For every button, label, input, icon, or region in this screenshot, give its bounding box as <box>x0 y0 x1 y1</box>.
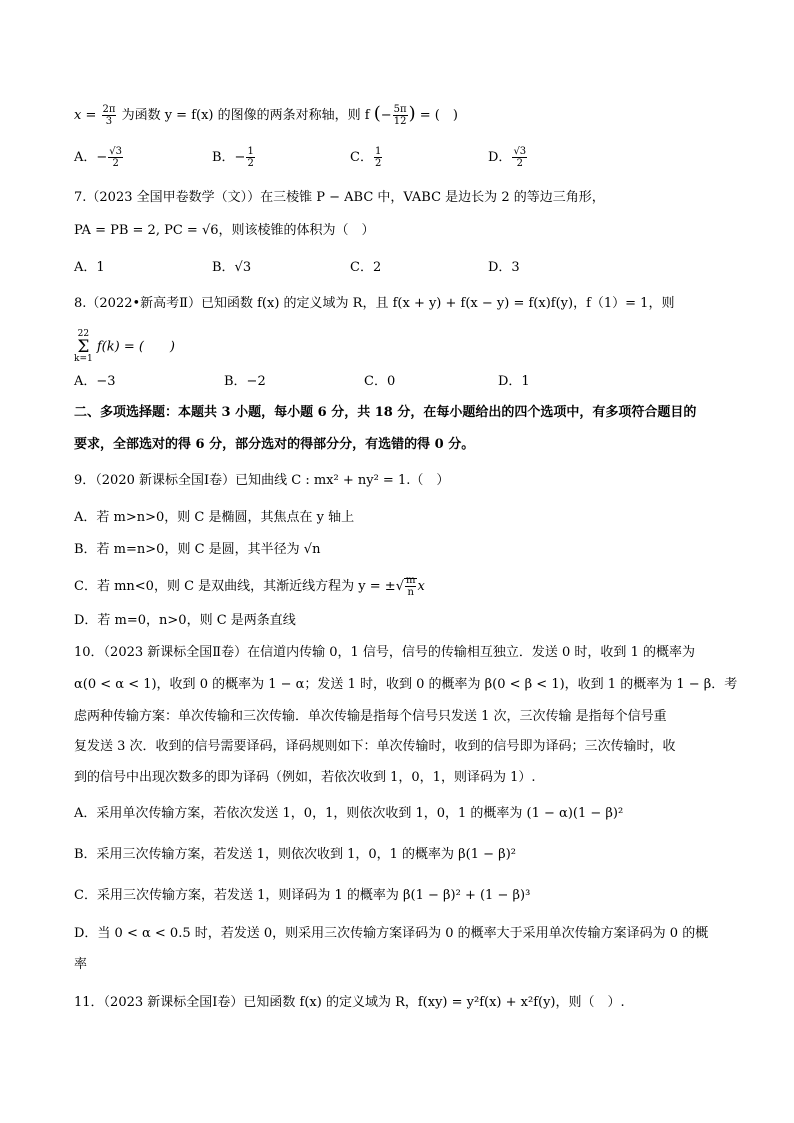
q10-option-d-line2[interactable]: 率 <box>74 957 88 972</box>
q10-stem-line4: 复发送 3 次．收到的信号需要译码，译码规则如下：单次传输时，收到的信号即为译码；三次传输时，收 <box>74 739 676 754</box>
q8-option-b[interactable]: B．−2 <box>224 374 266 389</box>
q7-option-a[interactable]: A．1 <box>74 260 105 275</box>
q6-options <box>74 146 724 169</box>
q7-option-b[interactable]: B．√3 <box>212 260 252 275</box>
q10-stem-line3: 虑两种传输方案：单次传输和三次传输．单次传输是指每个信号只发送 1 次，三次传输 是指每个信号重 <box>74 709 667 724</box>
q6-option-a[interactable]: A．− $\frac{√3}{2}$ <box>74 146 123 169</box>
q8-option-c[interactable]: C．0 <box>364 374 396 389</box>
q6-option-c[interactable]: C． $\frac{1}{2}$ <box>350 146 382 169</box>
q10-option-c[interactable]: C．采用三次传输方案，若发送 1，则译码为 1 的概率为 β(1 − β)² + (1 − β)³ <box>74 888 531 903</box>
q9-option-b[interactable]: B．若 m=n>0，则 C 是圆，其半径为 √n <box>74 542 321 557</box>
q7-stem-line2: PA = PB = 2, PC = √6，则该棱锥的体积为（ ） <box>74 223 375 238</box>
q6-arg-fraction: $\frac{5\pi}{12}$ <box>393 104 407 127</box>
q11-stem: 11．（2023 新课标全国Ⅰ卷）已知函数 f(x) 的定义域为 R，f(xy) = y²f(x) + x²f(y)，则（ ）. <box>74 995 625 1010</box>
q7-option-d[interactable]: D．3 <box>488 260 520 275</box>
q6-fraction: $\frac{2\pi}{3}$ <box>102 104 116 127</box>
q6-option-d[interactable]: D． $\frac{√3}{2}$ <box>488 146 527 169</box>
q9-option-a[interactable]: A．若 m>n>0，则 C 是椭圆，其焦点在 y 轴上 <box>74 510 355 525</box>
q8-sum-expression: f(k) = ( ) <box>96 339 176 355</box>
q6-option-b[interactable]: B．− $\frac{1}{2}$ <box>212 146 254 169</box>
q7-option-c[interactable]: C．2 <box>350 260 382 275</box>
q7-options <box>74 258 724 278</box>
q10-stem-line5: 到的信号中出现次数多的即为译码（例如，若依次收到 1，0，1，则译码为 1）. <box>74 770 536 785</box>
q9-option-d[interactable]: D．若 m=0，n>0，则 C 是两条直线 <box>74 613 296 628</box>
q6-text: 为函数 y = f(x) 的图像的两条对称轴，则 f <box>121 108 370 123</box>
q8-stem-line1: 8.（2022•新高考Ⅱ）已知函数 f(x) 的定义域为 R，且 f(x + y) + f(x − y) = f(x)f(y)，f（1）= 1，则 <box>74 296 675 311</box>
q8-option-a[interactable]: A．−3 <box>74 374 116 389</box>
q6-lead: x = <box>74 108 97 123</box>
q10-option-a[interactable]: A．采用单次传输方案，若依次发送 1，0，1，则依次收到 1，0，1 的概率为 (1 − α)(1 − β)² <box>74 806 624 821</box>
section2-heading-line2: 要求，全部选对的得 6 分，部分选对的得部分分，有选错的得 0 分。 <box>74 437 475 452</box>
q6-tail: = ( ) <box>419 108 458 123</box>
q10-option-b[interactable]: B．采用三次传输方案，若发送 1，则依次收到 1，0，1 的概率为 β(1 − β)² <box>74 847 516 862</box>
q6-continuation: x = $\frac{2\pi}{3}$ 为函数 y = f(x) 的图像的两条对称轴，则 f (− $\frac{5\pi}{12}$ ) = ( ) <box>74 103 458 127</box>
summation-symbol: 22 Σ k=1 <box>74 329 93 364</box>
q8-option-d[interactable]: D．1 <box>498 374 530 389</box>
section2-heading-line1: 二、多项选择题：本题共 3 小题，每小题 6 分，共 18 分，在每小题给出的四个选项中，有多项符合题目的 <box>74 405 697 420</box>
q9-stem: 9．（2020 新课标全国Ⅰ卷）已知曲线 C : mx² + ny² = 1.（ ） <box>74 473 450 488</box>
q8-stem-line2 <box>74 330 722 364</box>
q10-stem-line2: α(0 < α < 1)，收到 0 的概率为 1 − α；发送 1 时，收到 0 的概率为 β(0 < β < 1)，收到 1 的概率为 1 − β．考 <box>74 677 738 692</box>
q9-option-c[interactable]: C．若 mn<0，则 C 是双曲线，其渐近线方程为 y = ±√ $\frac{m}{n}$ x <box>74 575 425 598</box>
q10-stem-line1: 10．（2023 新课标全国Ⅱ卷）在信道内传输 0，1 信号，信号的传输相互独立．发送 0 时，收到 1 的概率为 <box>74 645 695 660</box>
q7-stem-line1: 7.（2023 全国甲卷数学（文））在三棱锥 P − ABC 中，VABC 是边长为 2 的等边三角形， <box>74 190 605 205</box>
q8-options <box>74 372 724 392</box>
q10-option-d-line1[interactable]: D．当 0 < α < 0.5 时，若发送 0，则采用三次传输方案译码为 0 的概率大于采用单次传输方案译码为 0 的概 <box>74 926 709 941</box>
